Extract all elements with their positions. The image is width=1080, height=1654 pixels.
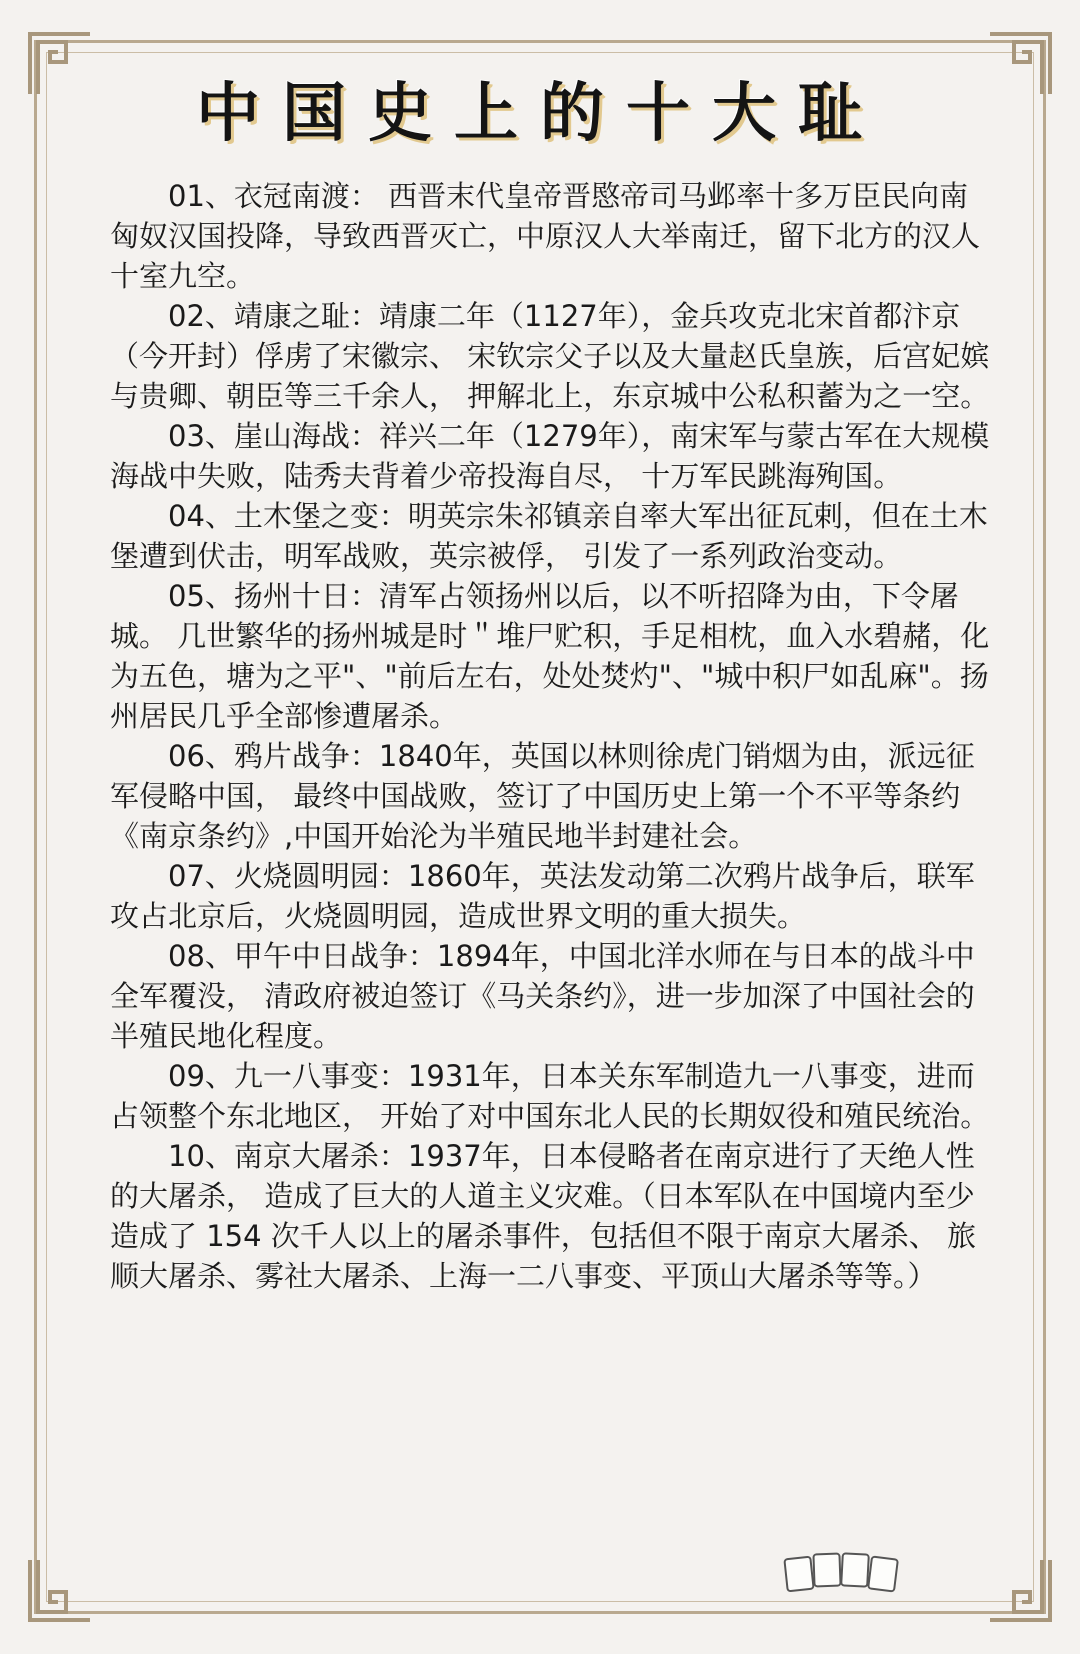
entry-number: 07、 <box>168 859 234 893</box>
entry-number: 01、 <box>168 179 234 213</box>
entry-number: 02、 <box>168 299 234 333</box>
corner-ornament-icon <box>24 1554 96 1626</box>
entry-text: 1894年，中国北洋水师在与日本的战斗中全军覆没， 清政府被迫签订《马关条约》，进一步加深了中国社会的半殖民地化程度。 <box>110 939 975 1053</box>
entry-name: 崖山海战： <box>233 419 379 453</box>
list-item <box>110 1136 990 1296</box>
entry-number: 03、 <box>168 419 234 453</box>
entry-text: 清军占领扬州以后，以不听招降为由，下令屠城。 几世繁华的扬州城是时＂堆尸贮积，手足相枕，血入水碧赭，化为五色，塘为之平"、"前后左右，处处焚灼"、"城中积尸如乱麻"。扬州居民几乎全部惨遭屠杀。 <box>110 579 990 733</box>
list-item <box>110 576 990 736</box>
list-item <box>110 296 990 416</box>
list-item <box>110 1056 990 1136</box>
entry-name: 靖康之耻： <box>233 299 379 333</box>
entry-name: 南京大屠杀： <box>233 1139 408 1173</box>
entry-name: 甲午中日战争： <box>233 939 437 973</box>
corner-ornament-icon <box>984 1554 1056 1626</box>
entry-name: 扬州十日： <box>233 579 379 613</box>
entry-text: 1860年，英法发动第二次鸦片战争后，联军攻占北京后，火烧圆明园，造成世界文明的重大损失。 <box>110 859 975 933</box>
entry-name: 衣冠南渡： <box>233 179 379 213</box>
entry-text: 1840年，英国以林则徐虎门销烟为由，派远征军侵略中国， 最终中国战败，签订了中国历史上第一个不平等条约《南京条约》,中国开始沦为半殖民地半封建社会。 <box>110 739 975 853</box>
entry-number: 06、 <box>168 739 234 773</box>
entry-text: 明英宗朱祁镇亲自率大军出征瓦剌，但在土木堡遭到伏击，明军战败，英宗被俘， 引发了一系列政治变动。 <box>110 499 988 573</box>
page-title: 中国史上的十大耻 <box>196 76 884 151</box>
entry-number: 08、 <box>168 939 234 973</box>
cards-doodle-icon <box>782 1548 902 1594</box>
entry-text: 祥兴二年（1279年），南宋军与蒙古军在大规模海战中失败，陆秀夫背着少帝投海自尽， 十万军民跳海殉国。 <box>110 419 990 493</box>
list-item <box>110 736 990 856</box>
entry-number: 09、 <box>168 1059 234 1093</box>
list-item <box>110 176 990 296</box>
entry-name: 土木堡之变： <box>233 499 408 533</box>
entry-name: 九一八事变： <box>233 1059 408 1093</box>
entry-text: 1931年，日本关东军制造九一八事变，进而占领整个东北地区， 开始了对中国东北人民的长期奴役和殖民统治。 <box>110 1059 990 1133</box>
entry-name: 鸦片战争： <box>233 739 379 773</box>
entry-name: 火烧圆明园： <box>233 859 408 893</box>
entry-text: 西晋末代皇帝晋愍帝司马邺率十多万臣民向南匈奴汉国投降，导致西晋灭亡，中原汉人大举南迁，留下北方的汉人十室九空。 <box>110 179 981 293</box>
entry-text: 靖康二年（1127年），金兵攻克北宋首都汴京（今开封）俘虏了宋徽宗、 宋钦宗父子以及大量赵氏皇族，后宫妃嫔与贵卿、朝臣等三千余人， 押解北上，东京城中公私积蓄为之一空。 <box>110 299 990 413</box>
list-item <box>110 416 990 496</box>
entry-list <box>110 176 990 1296</box>
list-item <box>110 496 990 576</box>
list-item <box>110 856 990 936</box>
entry-number: 10、 <box>168 1139 234 1173</box>
entry-text: 1937年，日本侵略者在南京进行了天绝人性的大屠杀， 造成了巨大的人道主义灾难。（日本军队在中国境内至少造成了 154 次千人以上的屠杀事件，包括但不限于南京大屠杀、 旅顺大屠杀、雾社大屠杀、上海一二八事变、平顶山大屠杀等等。） <box>110 1139 977 1293</box>
list-item <box>110 936 990 1056</box>
entry-number: 04、 <box>168 499 234 533</box>
entry-number: 05、 <box>168 579 234 613</box>
